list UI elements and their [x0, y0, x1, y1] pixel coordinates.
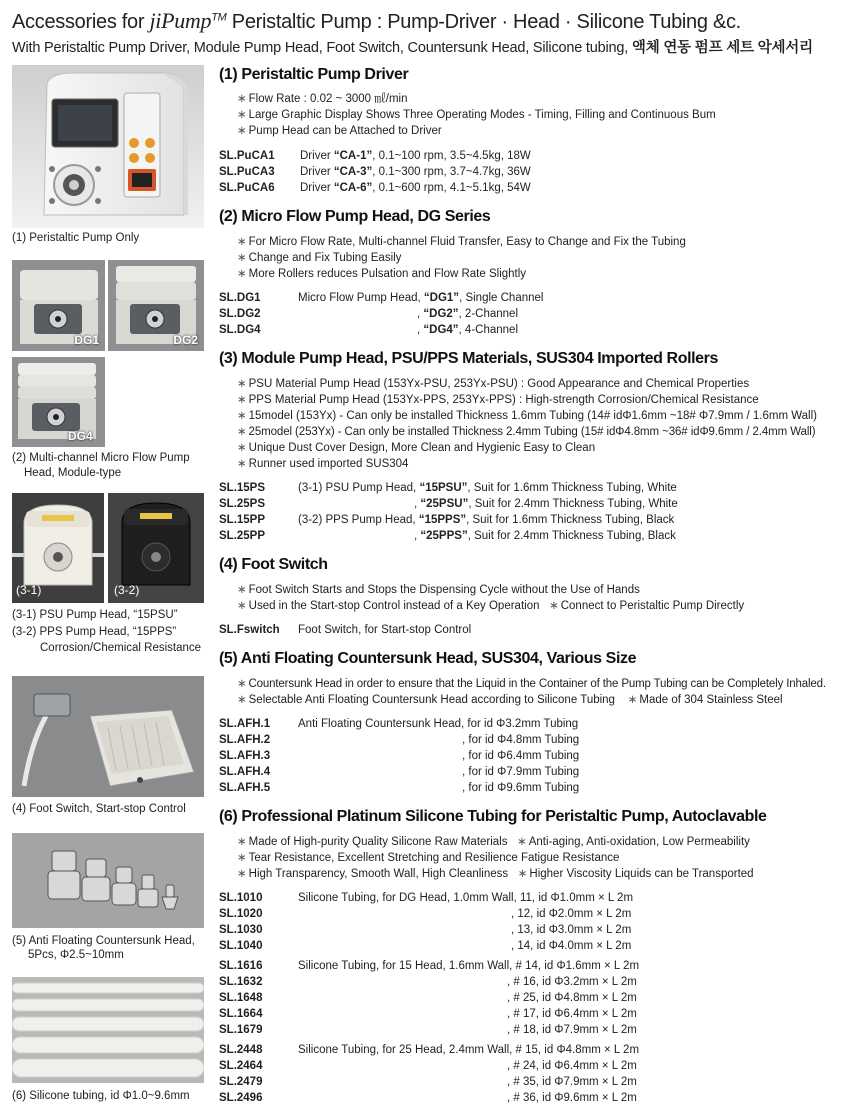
bullet: ∗ Countersunk Head in order to ensure that the Liquid in the Container of the Pump Tubing can be Completely Inhaled. — [237, 678, 826, 690]
photo-pump-driver — [12, 65, 204, 228]
product-code: SL.2448 — [219, 1044, 263, 1056]
heading-module-pump-head: (3) Module Pump Head, PSU/PPS Materials, SUS304 Imported Rollers — [219, 350, 718, 367]
product-code: SL.AFH.2 — [219, 734, 271, 746]
bullet: ∗ More Rollers reduces Pulsation and Flow Rate Slightly — [237, 268, 527, 280]
product-desc: (3-2) PPS Pump Head, “15PPS”, Suit for 1.6mm Thickness Tubing, Black — [298, 514, 675, 526]
product-code: SL.AFH.1 — [219, 718, 271, 730]
product-code: SL.DG1 — [219, 292, 261, 304]
product-desc: , 12, id Φ2.0mm × L 2m — [511, 908, 632, 920]
product-desc: Foot Switch, for Start-stop Control — [298, 624, 472, 636]
product-desc: Anti Floating Countersunk Head, for id Φ3.2mm Tubing — [298, 718, 579, 730]
photo-dg2 — [108, 260, 204, 351]
heading-micro-flow: (2) Micro Flow Pump Head, DG Series — [219, 208, 491, 225]
product-desc: Silicone Tubing, for 25 Head, 2.4mm Wall, # 15, id Φ4.8mm × L 2m — [298, 1044, 640, 1056]
heading-pump-driver: (1) Peristaltic Pump Driver — [219, 66, 409, 83]
product-desc: Silicone Tubing, for 15 Head, 1.6mm Wall, # 14, id Φ1.6mm × L 2m — [298, 960, 640, 972]
heading-silicone-tubing: (6) Professional Platinum Silicone Tubing for Peristaltic Pump, Autoclavable — [219, 808, 767, 825]
product-code: SL.1664 — [219, 1008, 263, 1020]
caption-countersunk-2: 5Pcs, Φ2.5~10mm — [28, 949, 124, 961]
photo-dg1 — [12, 260, 105, 351]
brand-tm: TM — [211, 11, 227, 24]
tag-3-2: (3-2) — [114, 583, 140, 597]
product-desc: , # 25, id Φ4.8mm × L 2m — [507, 992, 637, 1004]
product-code: SL.25PS — [219, 498, 266, 510]
product-desc: Silicone Tubing, for DG Head, 1.0mm Wall, 11, id Φ1.0mm × L 2m — [298, 892, 634, 904]
product-code: SL.PuCA3 — [219, 166, 275, 178]
product-desc: , # 24, id Φ6.4mm × L 2m — [507, 1060, 637, 1072]
product-desc: , for id Φ7.9mm Tubing — [462, 766, 580, 778]
photo-psu-head — [12, 493, 104, 603]
bullet: ∗ PPS Material Pump Head (153Yx-PPS, 253Yx-PPS) : High-strength Corrosion/Chemical Resistance — [237, 394, 759, 406]
tag-dg4: DG4 — [68, 429, 93, 443]
caption-pps-note: Corrosion/Chemical Resistance — [40, 642, 202, 654]
photo-silicone-tubing — [12, 977, 204, 1083]
bullet: ∗ High Transparency, Smooth Wall, High Cleanliness ∗ Higher Viscosity Liquids can be Transported — [237, 868, 754, 880]
product-desc: , “25PSU”, Suit for 2.4mm Thickness Tubing, White — [414, 498, 678, 510]
product-code: SL.1010 — [219, 892, 263, 904]
bullet: ∗ Large Graphic Display Shows Three Operating Modes - Timing, Filling and Continuous Bum — [237, 109, 716, 121]
product-code: SL.Fswitch — [219, 624, 280, 636]
photo-countersunk-heads — [12, 833, 204, 928]
bullet: ∗ Used in the Start-stop Control instead of a Key Operation ∗ Connect to Peristaltic Pump Directly — [237, 600, 745, 612]
product-code: SL.PuCA1 — [219, 150, 275, 162]
bullet: ∗ Tear Resistance, Excellent Stretching and Resilience Fatigue Resistance — [237, 852, 620, 864]
product-code: SL.AFH.3 — [219, 750, 271, 762]
photo-dg4 — [12, 357, 105, 447]
product-desc: , “DG2”, 2-Channel — [417, 308, 519, 320]
tag-dg1: DG1 — [74, 333, 99, 347]
page-title: Accessories for jiPump™ Peristaltic Pump : Pump-Driver · Head · Silicone Tubing &c. — [12, 8, 741, 33]
caption-countersunk-1: (5) Anti Floating Countersunk Head, — [12, 935, 195, 947]
product-code: SL.1616 — [219, 960, 263, 972]
bullet: ∗ Made of High-purity Quality Silicone Raw Materials ∗ Anti-aging, Anti-oxidation, Low Permeability — [237, 836, 750, 848]
heading-foot-switch: (4) Foot Switch — [219, 556, 328, 573]
product-desc: , # 36, id Φ9.6mm × L 2m — [507, 1092, 637, 1104]
product-desc: , # 35, id Φ7.9mm × L 2m — [507, 1076, 637, 1088]
bullet: ∗ Unique Dust Cover Design, More Clean and Hygienic Easy to Clean — [237, 442, 596, 454]
tag-dg2: DG2 — [173, 333, 198, 347]
caption-pump-driver: (1) Peristaltic Pump Only — [12, 232, 140, 244]
product-desc: , for id Φ4.8mm Tubing — [462, 734, 580, 746]
product-code: SL.AFH.5 — [219, 782, 271, 794]
bullet: ∗ Foot Switch Starts and Stops the Dispensing Cycle without the Use of Hands — [237, 584, 640, 596]
product-desc: , 14, id Φ4.0mm × L 2m — [511, 940, 632, 952]
product-code: SL.15PS — [219, 482, 266, 494]
photo-foot-switch — [12, 676, 204, 797]
bullet: ∗ Runner used imported SUS304 — [237, 458, 409, 470]
product-desc: , # 16, id Φ3.2mm × L 2m — [507, 976, 637, 988]
product-desc: Driver “CA-6”, 0.1~600 rpm, 4.1~5.1kg, 54W — [300, 182, 531, 194]
product-code: SL.2496 — [219, 1092, 263, 1104]
product-code: SL.DG4 — [219, 324, 261, 336]
photo-pps-head — [108, 493, 204, 603]
product-desc: (3-1) PSU Pump Head, “15PSU”, Suit for 1.6mm Thickness Tubing, White — [298, 482, 677, 494]
caption-dg-line2: Head, Module-type — [24, 467, 122, 479]
product-code: SL.1632 — [219, 976, 263, 988]
product-desc: , # 18, id Φ7.9mm × L 2m — [507, 1024, 637, 1036]
bullet: ∗ 15model (153Yx) - Can only be installed Thickness 1.6mm Tubing (14# idΦ1.6mm ~18# Φ7.9mm / 1.6mm Wall) — [237, 410, 817, 422]
bullet: ∗ Change and Fix Tubing Easily — [237, 252, 402, 264]
page-subtitle: With Peristaltic Pump Driver, Module Pump Head, Foot Switch, Countersunk Head, Silicone tubing, 액체 연동 펌프 세트 악세서리 — [12, 40, 813, 56]
product-code: SL.2464 — [219, 1060, 263, 1072]
product-code: SL.15PP — [219, 514, 266, 526]
product-code: SL.AFH.4 — [219, 766, 271, 778]
product-code: SL.1648 — [219, 992, 263, 1004]
product-desc: , 13, id Φ3.0mm × L 2m — [511, 924, 632, 936]
product-desc: Driver “CA-3”, 0.1~300 rpm, 3.7~4.7kg, 36W — [300, 166, 531, 178]
caption-foot-switch: (4) Foot Switch, Start-stop Control — [12, 803, 186, 815]
bullet: ∗ For Micro Flow Rate, Multi-channel Fluid Transfer, Easy to Change and Fix the Tubing — [237, 236, 686, 248]
heading-countersunk-head: (5) Anti Floating Countersunk Head, SUS304, Various Size — [219, 650, 637, 667]
product-code: SL.1030 — [219, 924, 263, 936]
product-desc: , “25PPS”, Suit for 2.4mm Thickness Tubing, Black — [414, 530, 676, 542]
product-code: SL.1679 — [219, 1024, 263, 1036]
product-desc: , for id Φ9.6mm Tubing — [462, 782, 580, 794]
bullet: ∗ Flow Rate : 0.02 ~ 3000 ㎖/min — [237, 93, 408, 105]
product-code: SL.1040 — [219, 940, 263, 952]
product-code: SL.25PP — [219, 530, 266, 542]
product-desc: , “DG4”, 4-Channel — [417, 324, 519, 336]
product-code: SL.2479 — [219, 1076, 263, 1088]
product-desc: Driver “CA-1”, 0.1~100 rpm, 3.5~4.5kg, 18W — [300, 150, 531, 162]
product-desc: , for id Φ6.4mm Tubing — [462, 750, 580, 762]
tag-3-1: (3-1) — [16, 583, 42, 597]
caption-silicone-tubing: (6) Silicone tubing, id Φ1.0~9.6mm — [12, 1090, 190, 1102]
product-desc: , # 17, id Φ6.4mm × L 2m — [507, 1008, 637, 1020]
product-code: SL.PuCA6 — [219, 182, 275, 194]
bullet: ∗ PSU Material Pump Head (153Yx-PSU, 253Yx-PSU) : Good Appearance and Chemical Properties — [237, 378, 750, 390]
brand-name: jiPump — [149, 8, 212, 33]
product-code: SL.DG2 — [219, 308, 261, 320]
product-code: SL.1020 — [219, 908, 263, 920]
caption-pps: (3-2) PPS Pump Head, “15PPS” — [12, 626, 177, 638]
bullet: ∗ Selectable Anti Floating Countersunk Head according to Silicone Tubing ∗ Made of 304 Stainless Steel — [237, 694, 783, 706]
caption-psu: (3-1) PSU Pump Head, “15PSU” — [12, 609, 178, 621]
korean-title: 액체 연동 펌프 세트 악세서리 — [631, 40, 813, 56]
bullet: ∗ Pump Head can be Attached to Driver — [237, 125, 442, 137]
caption-dg-line1: (2) Multi-channel Micro Flow Pump — [12, 452, 190, 464]
product-desc: Micro Flow Pump Head, “DG1”, Single Channel — [298, 292, 544, 304]
bullet: ∗ 25model (253Yx) - Can only be installed Thickness 2.4mm Tubing (15# idΦ4.8mm ~36# idΦ9.6mm / 2.4mm Wall) — [237, 426, 816, 438]
